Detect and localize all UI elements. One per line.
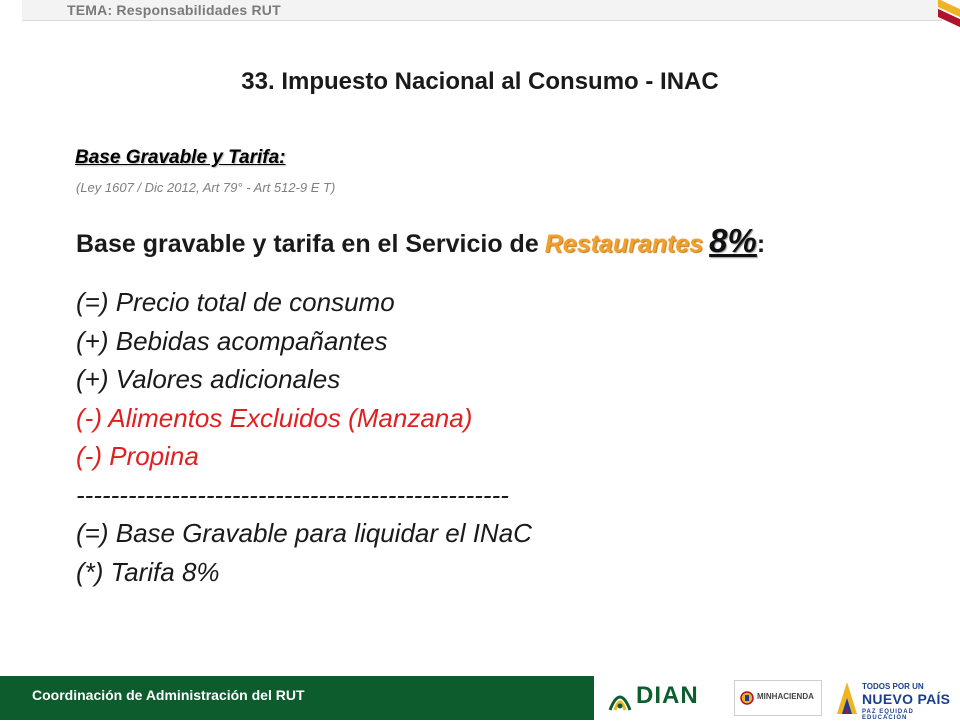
calculation-list (76, 283, 532, 591)
calc-line: (+) Valores adicionales (76, 364, 341, 394)
separator-line: -------------------------------------------------- (76, 479, 509, 510)
dian-emblem-icon (606, 682, 634, 714)
section-title: Base Gravable y Tarifa: (75, 147, 286, 168)
corner-stripe (942, 0, 960, 34)
tpnp-line1: TODOS POR UN (862, 682, 924, 691)
law-reference: (Ley 1607 / Dic 2012, Art 79° - Art 512-9 E T) (76, 180, 336, 195)
calc-line: (+) Bebidas acompañantes (76, 325, 388, 356)
headline-prefix: Base gravable y tarifa en el Servicio de (76, 230, 539, 258)
minhacienda-logo (734, 680, 822, 716)
dian-logo (606, 682, 698, 714)
calc-line: (-) Propina (76, 441, 199, 471)
todos-por-un-nuevo-pais-logo (832, 676, 957, 720)
header-bar (0, 0, 960, 22)
slide-title: 33. Impuesto Nacional al Consumo - INAC (241, 68, 719, 95)
tpnp-line3: PAZ EQUIDAD EDUCACIÓN (862, 709, 914, 721)
tpnp-line2: NUEVO PAÍS (862, 691, 951, 707)
topic-label: TEMA: Responsabilidades RUT (67, 2, 281, 18)
headline-rate: 8% (709, 222, 757, 259)
footer-label: Coordinación de Administración del RUT (32, 687, 305, 703)
calc-line: (=) Precio total de consumo (76, 287, 395, 317)
headline-suffix: : (756, 230, 766, 258)
calc-line: (*) Tarifa 8% (76, 556, 220, 587)
colombia-flag-icon (834, 680, 860, 716)
headline-highlight: Restaurantes (544, 230, 704, 258)
calc-line: (=) Base Gravable para liquidar el INaC (76, 518, 532, 548)
headline (76, 222, 765, 260)
coat-of-arms-icon (739, 690, 755, 706)
calc-line: (-) Alimentos Excluidos (Manzana) (76, 402, 473, 433)
dian-wordmark: DIAN (636, 682, 699, 709)
minhacienda-text: MINHACIENDA (757, 692, 814, 701)
